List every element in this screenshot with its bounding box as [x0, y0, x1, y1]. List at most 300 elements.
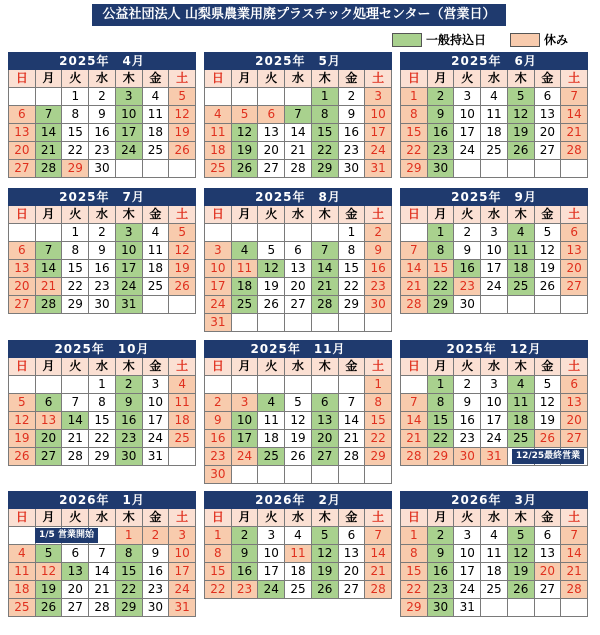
weekday-header: 金 [535, 206, 561, 223]
empty-cell [401, 224, 427, 241]
day-cell: 21 [561, 124, 587, 141]
day-cell: 24 [258, 581, 284, 598]
day-cell: 12 [169, 106, 195, 123]
day-cell: 7 [561, 88, 587, 105]
day-cell: 6 [62, 545, 88, 562]
weekday-header: 日 [9, 206, 35, 223]
day-cell: 5 [508, 527, 534, 544]
day-cell: 7 [89, 545, 115, 562]
day-cell: 5 [169, 224, 195, 241]
month-header: 2026年 3月 [400, 491, 588, 509]
day-cell: 11 [205, 124, 231, 141]
weekday-header: 金 [535, 358, 561, 375]
weekday-header: 土 [561, 509, 587, 526]
day-cell: 10 [232, 412, 258, 429]
day-cell: 13 [258, 124, 284, 141]
weekday-header: 火 [258, 70, 284, 87]
day-cell: 5 [312, 527, 338, 544]
day-cell: 12 [169, 242, 195, 259]
day-cell: 3 [205, 242, 231, 259]
month-header: 2025年 8月 [204, 188, 392, 206]
empty-cell [285, 314, 311, 331]
weekday-header: 木 [312, 206, 338, 223]
month-header: 2026年 2月 [204, 491, 392, 509]
weekday-header: 木 [116, 358, 142, 375]
day-cell: 18 [285, 563, 311, 580]
day-cell: 27 [561, 278, 587, 295]
day-cell: 30 [143, 599, 169, 616]
day-cell: 8 [89, 394, 115, 411]
day-cell: 21 [36, 278, 62, 295]
day-cell: 11 [258, 412, 284, 429]
day-cell: 31 [169, 599, 195, 616]
day-cell: 10 [454, 545, 480, 562]
empty-cell [258, 314, 284, 331]
empty-cell [561, 296, 587, 313]
weekday-header: 金 [143, 509, 169, 526]
day-cell: 20 [9, 278, 35, 295]
day-cell: 24 [365, 142, 391, 159]
empty-cell [285, 376, 311, 393]
day-cell: 2 [205, 394, 231, 411]
empty-cell [9, 88, 35, 105]
weekday-header: 木 [312, 358, 338, 375]
weekday-header: 火 [258, 358, 284, 375]
month-calendar [400, 52, 588, 178]
day-cell: 25 [508, 430, 534, 447]
empty-cell [535, 599, 561, 616]
month-calendar [204, 188, 392, 332]
weekday-header: 水 [89, 358, 115, 375]
day-cell: 24 [205, 296, 231, 313]
day-cell: 14 [401, 260, 427, 277]
day-cell: 17 [116, 124, 142, 141]
day-cell: 2 [454, 224, 480, 241]
day-cell: 3 [481, 224, 507, 241]
day-cell: 29 [62, 160, 88, 177]
day-cell: 3 [481, 376, 507, 393]
day-cell: 31 [454, 599, 480, 616]
month-calendar [400, 188, 588, 314]
weekday-header: 木 [116, 509, 142, 526]
day-cell: 7 [36, 106, 62, 123]
day-cell: 12 [258, 260, 284, 277]
day-cell: 8 [428, 242, 454, 259]
empty-cell [339, 376, 365, 393]
empty-cell [205, 224, 231, 241]
day-cell: 9 [454, 242, 480, 259]
weekday-header: 火 [62, 358, 88, 375]
day-cell: 4 [205, 106, 231, 123]
day-cell: 27 [9, 296, 35, 313]
day-cell: 4 [481, 88, 507, 105]
day-cell: 18 [9, 581, 35, 598]
month-calendar [204, 52, 392, 178]
day-cell: 28 [36, 160, 62, 177]
day-cell: 27 [9, 160, 35, 177]
day-cell: 4 [169, 376, 195, 393]
day-cell: 19 [232, 142, 258, 159]
day-cell: 15 [428, 260, 454, 277]
empty-cell [169, 160, 195, 177]
day-cell: 8 [205, 545, 231, 562]
weekday-header: 金 [339, 206, 365, 223]
month-calendar [204, 340, 392, 484]
day-cell: 23 [205, 448, 231, 465]
day-cell: 27 [339, 581, 365, 598]
month-grid [400, 206, 588, 314]
empty-cell [481, 599, 507, 616]
day-cell: 6 [285, 242, 311, 259]
day-cell: 11 [143, 242, 169, 259]
day-cell: 12 [535, 242, 561, 259]
empty-cell [339, 314, 365, 331]
day-cell: 16 [89, 260, 115, 277]
day-cell: 11 [169, 394, 195, 411]
day-cell: 16 [116, 412, 142, 429]
day-cell: 27 [36, 448, 62, 465]
day-cell: 5 [285, 394, 311, 411]
day-cell: 24 [481, 430, 507, 447]
day-cell: 16 [428, 124, 454, 141]
weekday-header: 土 [169, 70, 195, 87]
weekday-header: 日 [401, 509, 427, 526]
weekday-header: 土 [169, 358, 195, 375]
day-cell: 26 [232, 160, 258, 177]
weekday-header: 水 [285, 70, 311, 87]
empty-cell [62, 376, 88, 393]
weekday-header: 木 [116, 70, 142, 87]
weekday-header: 月 [36, 70, 62, 87]
day-cell: 19 [535, 412, 561, 429]
day-cell: 27 [62, 599, 88, 616]
day-cell: 2 [365, 224, 391, 241]
day-cell: 18 [508, 412, 534, 429]
day-cell: 4 [285, 527, 311, 544]
day-cell: 25 [232, 296, 258, 313]
empty-cell [401, 376, 427, 393]
empty-cell [481, 296, 507, 313]
day-cell: 21 [36, 142, 62, 159]
day-cell: 29 [401, 599, 427, 616]
day-cell: 9 [428, 545, 454, 562]
day-cell: 28 [365, 581, 391, 598]
day-cell: 20 [561, 260, 587, 277]
month-header: 2025年 6月 [400, 52, 588, 70]
day-cell: 7 [561, 527, 587, 544]
day-cell: 12 [285, 412, 311, 429]
day-cell: 11 [508, 242, 534, 259]
day-cell: 24 [143, 430, 169, 447]
day-cell: 31 [481, 448, 507, 465]
weekday-header: 木 [508, 70, 534, 87]
empty-cell [454, 160, 480, 177]
month-calendar [204, 491, 392, 599]
day-cell: 26 [9, 448, 35, 465]
day-cell: 6 [561, 224, 587, 241]
day-cell: 28 [89, 599, 115, 616]
day-cell: 7 [62, 394, 88, 411]
day-cell: 10 [258, 545, 284, 562]
day-cell: 30 [365, 296, 391, 313]
day-cell: 2 [428, 88, 454, 105]
weekday-header: 水 [89, 70, 115, 87]
day-cell: 9 [339, 106, 365, 123]
day-cell: 14 [561, 545, 587, 562]
day-cell: 25 [285, 581, 311, 598]
legend-business-label: 一般持込日 [426, 33, 487, 47]
day-cell: 20 [285, 278, 311, 295]
day-cell: 3 [116, 224, 142, 241]
day-cell: 2 [143, 527, 169, 544]
day-cell: 16 [205, 430, 231, 447]
day-cell: 4 [9, 545, 35, 562]
day-cell: 29 [62, 296, 88, 313]
day-cell: 18 [508, 260, 534, 277]
empty-cell [232, 376, 258, 393]
day-cell: 17 [258, 563, 284, 580]
day-cell: 20 [312, 430, 338, 447]
day-cell: 14 [89, 563, 115, 580]
day-cell: 2 [116, 376, 142, 393]
weekday-header: 日 [205, 509, 231, 526]
day-cell: 19 [285, 430, 311, 447]
day-cell: 1 [116, 527, 142, 544]
weekday-header: 土 [561, 70, 587, 87]
day-cell: 15 [62, 260, 88, 277]
day-cell: 30 [454, 296, 480, 313]
empty-cell [285, 224, 311, 241]
weekday-header: 水 [481, 358, 507, 375]
day-cell: 24 [169, 581, 195, 598]
month-calendar [8, 340, 196, 466]
day-cell: 10 [116, 242, 142, 259]
day-cell: 7 [401, 242, 427, 259]
day-cell: 28 [561, 142, 587, 159]
day-cell: 31 [205, 314, 231, 331]
day-cell: 6 [535, 88, 561, 105]
day-cell: 25 [481, 142, 507, 159]
day-cell: 11 [285, 545, 311, 562]
day-cell: 20 [9, 142, 35, 159]
day-cell: 21 [365, 563, 391, 580]
day-cell: 13 [312, 412, 338, 429]
day-cell: 5 [169, 88, 195, 105]
day-cell: 25 [481, 581, 507, 598]
empty-cell [258, 376, 284, 393]
day-cell: 13 [9, 260, 35, 277]
day-cell: 28 [401, 448, 427, 465]
day-cell: 6 [9, 106, 35, 123]
day-cell: 24 [116, 142, 142, 159]
weekday-header: 土 [365, 70, 391, 87]
day-cell: 30 [428, 599, 454, 616]
empty-cell [508, 599, 534, 616]
weekday-header: 火 [454, 70, 480, 87]
weekday-header: 木 [508, 358, 534, 375]
day-cell: 17 [481, 412, 507, 429]
month-grid [400, 358, 588, 466]
day-cell: 30 [454, 448, 480, 465]
day-cell: 10 [481, 242, 507, 259]
empty-cell [312, 314, 338, 331]
day-cell: 21 [312, 278, 338, 295]
month-grid [8, 70, 196, 178]
day-cell: 5 [535, 376, 561, 393]
day-cell: 2 [339, 88, 365, 105]
day-cell: 22 [62, 142, 88, 159]
month-grid [204, 358, 392, 484]
day-cell: 2 [454, 376, 480, 393]
day-cell: 23 [454, 278, 480, 295]
legend-business-swatch [392, 33, 422, 47]
weekday-header: 月 [36, 206, 62, 223]
day-cell: 16 [454, 412, 480, 429]
day-cell: 15 [401, 563, 427, 580]
day-cell: 11 [481, 106, 507, 123]
day-cell: 19 [508, 563, 534, 580]
day-cell: 23 [143, 581, 169, 598]
day-cell: 16 [232, 563, 258, 580]
month-calendar [8, 52, 196, 178]
day-cell: 1 [339, 224, 365, 241]
day-cell: 19 [535, 260, 561, 277]
month-header: 2026年 1月 [8, 491, 196, 509]
empty-cell [285, 466, 311, 483]
day-cell: 9 [89, 242, 115, 259]
day-cell: 22 [339, 278, 365, 295]
day-cell: 22 [116, 581, 142, 598]
day-cell: 25 [9, 599, 35, 616]
day-cell: 10 [169, 545, 195, 562]
day-cell: 25 [169, 430, 195, 447]
day-cell: 13 [62, 563, 88, 580]
day-cell: 29 [365, 448, 391, 465]
day-cell: 13 [285, 260, 311, 277]
day-cell: 16 [89, 124, 115, 141]
weekday-header: 木 [508, 509, 534, 526]
empty-cell [232, 224, 258, 241]
empty-cell [9, 376, 35, 393]
day-cell: 25 [508, 278, 534, 295]
day-cell: 29 [116, 599, 142, 616]
day-cell: 10 [365, 106, 391, 123]
day-cell: 3 [169, 527, 195, 544]
day-cell: 12 [535, 394, 561, 411]
day-cell: 10 [205, 260, 231, 277]
day-cell: 20 [339, 563, 365, 580]
day-cell: 1 [62, 88, 88, 105]
empty-cell [561, 160, 587, 177]
day-cell: 7 [365, 527, 391, 544]
day-cell: 17 [454, 563, 480, 580]
day-cell: 28 [339, 448, 365, 465]
day-cell: 24 [454, 142, 480, 159]
day-cell: 2 [89, 224, 115, 241]
weekday-header: 月 [232, 206, 258, 223]
day-cell: 23 [89, 142, 115, 159]
day-cell: 26 [535, 430, 561, 447]
empty-cell [205, 88, 231, 105]
day-cell: 17 [143, 412, 169, 429]
day-cell: 21 [285, 142, 311, 159]
day-cell: 20 [258, 142, 284, 159]
empty-cell [258, 88, 284, 105]
day-cell: 12 [312, 545, 338, 562]
month-grid [400, 70, 588, 178]
day-cell: 3 [258, 527, 284, 544]
day-cell: 19 [169, 124, 195, 141]
day-cell: 18 [258, 430, 284, 447]
day-cell: 14 [339, 412, 365, 429]
day-cell: 24 [481, 278, 507, 295]
month-header: 2025年 5月 [204, 52, 392, 70]
day-cell: 1 [401, 527, 427, 544]
day-cell: 11 [481, 545, 507, 562]
day-cell: 23 [428, 581, 454, 598]
weekday-header: 木 [116, 206, 142, 223]
weekday-header: 水 [285, 509, 311, 526]
weekday-header: 火 [454, 206, 480, 223]
day-cell: 12 [508, 106, 534, 123]
month-calendar [400, 491, 588, 617]
day-cell: 23 [339, 142, 365, 159]
day-cell: 3 [365, 88, 391, 105]
weekday-header: 日 [401, 206, 427, 223]
weekday-header: 火 [258, 206, 284, 223]
day-cell: 8 [339, 242, 365, 259]
weekday-header: 水 [89, 206, 115, 223]
day-cell: 24 [232, 448, 258, 465]
day-cell: 21 [401, 278, 427, 295]
day-cell: 22 [401, 142, 427, 159]
day-cell: 26 [535, 278, 561, 295]
day-cell: 14 [312, 260, 338, 277]
day-cell: 20 [561, 412, 587, 429]
empty-cell [143, 296, 169, 313]
day-cell: 31 [143, 448, 169, 465]
day-cell: 1 [401, 88, 427, 105]
day-cell: 23 [428, 142, 454, 159]
day-cell: 30 [116, 448, 142, 465]
day-cell: 17 [365, 124, 391, 141]
day-cell: 6 [9, 242, 35, 259]
month-grid [204, 70, 392, 178]
empty-cell [312, 466, 338, 483]
day-cell: 17 [232, 430, 258, 447]
month-grid [400, 509, 588, 617]
day-cell: 19 [258, 278, 284, 295]
day-cell: 16 [365, 260, 391, 277]
day-cell: 1 [428, 224, 454, 241]
day-cell: 13 [36, 412, 62, 429]
empty-cell [258, 466, 284, 483]
day-cell: 1 [205, 527, 231, 544]
day-cell: 30 [89, 160, 115, 177]
day-cell: 26 [169, 278, 195, 295]
day-cell: 5 [232, 106, 258, 123]
schedule-note: 1/5 営業開始 [35, 528, 98, 543]
day-cell: 22 [401, 581, 427, 598]
weekday-header: 金 [143, 206, 169, 223]
day-cell: 12 [508, 545, 534, 562]
day-cell: 22 [428, 278, 454, 295]
day-cell: 19 [169, 260, 195, 277]
day-cell: 13 [9, 124, 35, 141]
day-cell: 18 [169, 412, 195, 429]
day-cell: 26 [312, 581, 338, 598]
day-cell: 14 [62, 412, 88, 429]
